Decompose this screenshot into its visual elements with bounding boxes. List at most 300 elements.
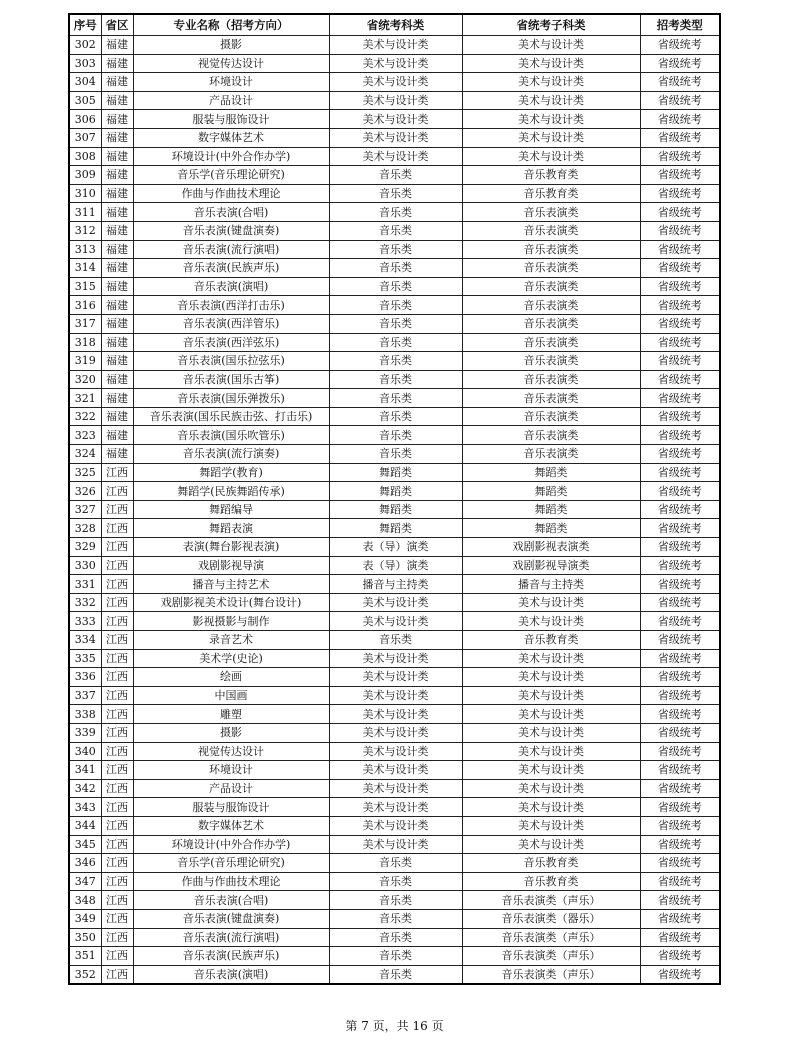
cell-subcategory: 音乐表演类（声乐） xyxy=(462,891,640,910)
cell-province: 江西 xyxy=(101,928,133,947)
cell-major: 戏剧影视美术设计(舞台设计) xyxy=(133,593,329,612)
table-header-row xyxy=(69,14,720,36)
cell-category: 美术与设计类 xyxy=(329,54,462,73)
cell-index: 321 xyxy=(69,389,101,408)
cell-major: 产品设计 xyxy=(133,91,329,110)
table-row xyxy=(69,593,720,612)
table-row xyxy=(69,705,720,724)
cell-category: 美术与设计类 xyxy=(329,649,462,668)
cell-province: 福建 xyxy=(101,54,133,73)
cell-index: 310 xyxy=(69,184,101,203)
table-row xyxy=(69,891,720,910)
cell-exam-type: 省级统考 xyxy=(640,928,720,947)
cell-index: 318 xyxy=(69,333,101,352)
cell-subcategory: 音乐表演类 xyxy=(462,333,640,352)
cell-subcategory: 美术与设计类 xyxy=(462,91,640,110)
table-row xyxy=(69,556,720,575)
cell-exam-type: 省级统考 xyxy=(640,835,720,854)
cell-exam-type: 省级统考 xyxy=(640,593,720,612)
table-row xyxy=(69,184,720,203)
cell-major: 音乐表演(国乐古筝) xyxy=(133,370,329,389)
cell-major: 环境设计 xyxy=(133,73,329,92)
cell-exam-type: 省级统考 xyxy=(640,761,720,780)
table-row xyxy=(69,110,720,129)
cell-subcategory: 戏剧影视导演类 xyxy=(462,556,640,575)
cell-category: 音乐类 xyxy=(329,277,462,296)
cell-province: 福建 xyxy=(101,73,133,92)
table-row xyxy=(69,128,720,147)
cell-subcategory: 美术与设计类 xyxy=(462,835,640,854)
cell-province: 江西 xyxy=(101,854,133,873)
cell-exam-type: 省级统考 xyxy=(640,705,720,724)
table-row xyxy=(69,835,720,854)
cell-exam-type: 省级统考 xyxy=(640,668,720,687)
cell-category: 音乐类 xyxy=(329,965,462,984)
cell-index: 338 xyxy=(69,705,101,724)
cell-province: 江西 xyxy=(101,705,133,724)
cell-index: 350 xyxy=(69,928,101,947)
cell-major: 美术学(史论) xyxy=(133,649,329,668)
cell-major: 音乐表演(西洋管乐) xyxy=(133,314,329,333)
cell-category: 音乐类 xyxy=(329,296,462,315)
cell-major: 音乐表演(西洋打击乐) xyxy=(133,296,329,315)
cell-category: 音乐类 xyxy=(329,166,462,185)
cell-index: 322 xyxy=(69,407,101,426)
cell-index: 348 xyxy=(69,891,101,910)
cell-exam-type: 省级统考 xyxy=(640,947,720,966)
cell-subcategory: 音乐表演类 xyxy=(462,352,640,371)
cell-exam-type: 省级统考 xyxy=(640,389,720,408)
table-row xyxy=(69,389,720,408)
cell-subcategory: 音乐表演类 xyxy=(462,426,640,445)
cell-index: 332 xyxy=(69,593,101,612)
cell-subcategory: 美术与设计类 xyxy=(462,73,640,92)
cell-province: 江西 xyxy=(101,891,133,910)
cell-major: 服装与服饰设计 xyxy=(133,798,329,817)
table-row xyxy=(69,816,720,835)
cell-subcategory: 美术与设计类 xyxy=(462,128,640,147)
cell-category: 音乐类 xyxy=(329,947,462,966)
cell-subcategory: 音乐表演类 xyxy=(462,314,640,333)
cell-major: 视觉传达设计 xyxy=(133,742,329,761)
cell-province: 福建 xyxy=(101,240,133,259)
table-row xyxy=(69,221,720,240)
cell-exam-type: 省级统考 xyxy=(640,649,720,668)
cell-subcategory: 播音与主持类 xyxy=(462,575,640,594)
cell-index: 308 xyxy=(69,147,101,166)
cell-category: 播音与主持类 xyxy=(329,575,462,594)
cell-major: 舞蹈学(教育) xyxy=(133,463,329,482)
table-row xyxy=(69,575,720,594)
cell-major: 视觉传达设计 xyxy=(133,54,329,73)
cell-province: 福建 xyxy=(101,221,133,240)
cell-category: 美术与设计类 xyxy=(329,128,462,147)
cell-province: 江西 xyxy=(101,500,133,519)
table-row xyxy=(69,686,720,705)
cell-index: 328 xyxy=(69,519,101,538)
cell-province: 福建 xyxy=(101,407,133,426)
table-row xyxy=(69,965,720,984)
cell-exam-type: 省级统考 xyxy=(640,407,720,426)
header-category: 省统考科类 xyxy=(329,14,462,36)
cell-exam-type: 省级统考 xyxy=(640,314,720,333)
cell-index: 336 xyxy=(69,668,101,687)
cell-exam-type: 省级统考 xyxy=(640,742,720,761)
table-row xyxy=(69,296,720,315)
cell-subcategory: 美术与设计类 xyxy=(462,36,640,55)
cell-index: 347 xyxy=(69,872,101,891)
cell-subcategory: 音乐表演类（声乐） xyxy=(462,947,640,966)
cell-exam-type: 省级统考 xyxy=(640,612,720,631)
cell-major: 数字媒体艺术 xyxy=(133,128,329,147)
cell-exam-type: 省级统考 xyxy=(640,91,720,110)
table-row xyxy=(69,779,720,798)
table-row xyxy=(69,426,720,445)
cell-major: 音乐表演(合唱) xyxy=(133,891,329,910)
cell-province: 江西 xyxy=(101,947,133,966)
cell-major: 摄影 xyxy=(133,36,329,55)
cell-province: 江西 xyxy=(101,649,133,668)
cell-major: 音乐表演(国乐民族击弦、打击乐) xyxy=(133,407,329,426)
cell-category: 美术与设计类 xyxy=(329,816,462,835)
cell-province: 江西 xyxy=(101,761,133,780)
table-row xyxy=(69,947,720,966)
cell-category: 音乐类 xyxy=(329,352,462,371)
cell-exam-type: 省级统考 xyxy=(640,240,720,259)
cell-exam-type: 省级统考 xyxy=(640,965,720,984)
cell-exam-type: 省级统考 xyxy=(640,221,720,240)
cell-category: 音乐类 xyxy=(329,407,462,426)
table-row xyxy=(69,872,720,891)
cell-category: 音乐类 xyxy=(329,333,462,352)
cell-exam-type: 省级统考 xyxy=(640,872,720,891)
cell-exam-type: 省级统考 xyxy=(640,631,720,650)
cell-province: 福建 xyxy=(101,296,133,315)
cell-exam-type: 省级统考 xyxy=(640,686,720,705)
cell-province: 福建 xyxy=(101,91,133,110)
cell-subcategory: 音乐表演类 xyxy=(462,240,640,259)
cell-subcategory: 音乐表演类（声乐） xyxy=(462,928,640,947)
cell-subcategory: 音乐教育类 xyxy=(462,166,640,185)
cell-category: 音乐类 xyxy=(329,854,462,873)
cell-index: 302 xyxy=(69,36,101,55)
cell-major: 作曲与作曲技术理论 xyxy=(133,184,329,203)
cell-category: 音乐类 xyxy=(329,314,462,333)
cell-category: 美术与设计类 xyxy=(329,835,462,854)
cell-subcategory: 戏剧影视表演类 xyxy=(462,538,640,557)
cell-index: 303 xyxy=(69,54,101,73)
page-footer: 第 7 页，共 16 页 xyxy=(345,1019,444,1033)
cell-index: 329 xyxy=(69,538,101,557)
cell-exam-type: 省级统考 xyxy=(640,798,720,817)
cell-province: 福建 xyxy=(101,445,133,464)
cell-major: 音乐表演(国乐拉弦乐) xyxy=(133,352,329,371)
cell-index: 351 xyxy=(69,947,101,966)
cell-major: 音乐学(音乐理论研究) xyxy=(133,854,329,873)
cell-subcategory: 美术与设计类 xyxy=(462,816,640,835)
table-row xyxy=(69,538,720,557)
table-row xyxy=(69,761,720,780)
cell-province: 福建 xyxy=(101,128,133,147)
cell-index: 341 xyxy=(69,761,101,780)
cell-subcategory: 美术与设计类 xyxy=(462,147,640,166)
cell-major: 舞蹈表演 xyxy=(133,519,329,538)
cell-major: 音乐表演(演唱) xyxy=(133,965,329,984)
cell-index: 346 xyxy=(69,854,101,873)
cell-major: 环境设计(中外合作办学) xyxy=(133,147,329,166)
cell-index: 335 xyxy=(69,649,101,668)
cell-subcategory: 舞蹈类 xyxy=(462,482,640,501)
cell-province: 福建 xyxy=(101,259,133,278)
cell-major: 音乐表演(键盘演奏) xyxy=(133,221,329,240)
cell-category: 舞蹈类 xyxy=(329,519,462,538)
cell-category: 美术与设计类 xyxy=(329,723,462,742)
cell-category: 音乐类 xyxy=(329,909,462,928)
table-row xyxy=(69,668,720,687)
cell-subcategory: 音乐表演类 xyxy=(462,277,640,296)
cell-major: 音乐学(音乐理论研究) xyxy=(133,166,329,185)
table-row xyxy=(69,314,720,333)
cell-category: 表（导）演类 xyxy=(329,556,462,575)
cell-major: 舞蹈编导 xyxy=(133,500,329,519)
cell-exam-type: 省级统考 xyxy=(640,147,720,166)
table-row xyxy=(69,482,720,501)
cell-index: 333 xyxy=(69,612,101,631)
cell-category: 美术与设计类 xyxy=(329,779,462,798)
cell-index: 305 xyxy=(69,91,101,110)
cell-province: 福建 xyxy=(101,426,133,445)
cell-province: 江西 xyxy=(101,482,133,501)
table-row xyxy=(69,73,720,92)
cell-province: 江西 xyxy=(101,965,133,984)
cell-index: 352 xyxy=(69,965,101,984)
cell-province: 江西 xyxy=(101,593,133,612)
cell-major: 产品设计 xyxy=(133,779,329,798)
cell-subcategory: 音乐表演类 xyxy=(462,296,640,315)
cell-index: 313 xyxy=(69,240,101,259)
cell-province: 江西 xyxy=(101,872,133,891)
cell-exam-type: 省级统考 xyxy=(640,277,720,296)
cell-exam-type: 省级统考 xyxy=(640,891,720,910)
cell-exam-type: 省级统考 xyxy=(640,816,720,835)
cell-index: 314 xyxy=(69,259,101,278)
cell-index: 331 xyxy=(69,575,101,594)
table-row xyxy=(69,277,720,296)
cell-exam-type: 省级统考 xyxy=(640,538,720,557)
cell-exam-type: 省级统考 xyxy=(640,500,720,519)
cell-exam-type: 省级统考 xyxy=(640,426,720,445)
cell-index: 327 xyxy=(69,500,101,519)
cell-subcategory: 音乐表演类（声乐） xyxy=(462,965,640,984)
cell-index: 343 xyxy=(69,798,101,817)
cell-subcategory: 音乐表演类 xyxy=(462,259,640,278)
table-row xyxy=(69,166,720,185)
table-row xyxy=(69,36,720,55)
cell-subcategory: 音乐表演类 xyxy=(462,389,640,408)
cell-index: 315 xyxy=(69,277,101,296)
cell-category: 美术与设计类 xyxy=(329,110,462,129)
cell-province: 江西 xyxy=(101,575,133,594)
cell-exam-type: 省级统考 xyxy=(640,352,720,371)
cell-major: 录音艺术 xyxy=(133,631,329,650)
cell-province: 江西 xyxy=(101,463,133,482)
cell-exam-type: 省级统考 xyxy=(640,203,720,222)
cell-subcategory: 音乐教育类 xyxy=(462,854,640,873)
cell-category: 美术与设计类 xyxy=(329,686,462,705)
cell-province: 江西 xyxy=(101,686,133,705)
cell-index: 307 xyxy=(69,128,101,147)
cell-category: 音乐类 xyxy=(329,445,462,464)
cell-subcategory: 美术与设计类 xyxy=(462,649,640,668)
cell-major: 环境设计 xyxy=(133,761,329,780)
cell-category: 音乐类 xyxy=(329,203,462,222)
cell-exam-type: 省级统考 xyxy=(640,556,720,575)
cell-major: 数字媒体艺术 xyxy=(133,816,329,835)
header-province: 省区 xyxy=(101,14,133,36)
cell-exam-type: 省级统考 xyxy=(640,463,720,482)
cell-subcategory: 音乐教育类 xyxy=(462,872,640,891)
cell-category: 音乐类 xyxy=(329,221,462,240)
table-row xyxy=(69,854,720,873)
cell-index: 306 xyxy=(69,110,101,129)
cell-category: 音乐类 xyxy=(329,631,462,650)
cell-index: 334 xyxy=(69,631,101,650)
cell-province: 江西 xyxy=(101,723,133,742)
cell-subcategory: 美术与设计类 xyxy=(462,612,640,631)
cell-category: 音乐类 xyxy=(329,928,462,947)
table-row xyxy=(69,909,720,928)
cell-province: 福建 xyxy=(101,147,133,166)
cell-subcategory: 美术与设计类 xyxy=(462,686,640,705)
table-row xyxy=(69,370,720,389)
cell-major: 音乐表演(流行演奏) xyxy=(133,445,329,464)
cell-subcategory: 音乐教育类 xyxy=(462,184,640,203)
table-row xyxy=(69,798,720,817)
cell-province: 江西 xyxy=(101,519,133,538)
cell-province: 江西 xyxy=(101,631,133,650)
header-subcategory: 省统考子科类 xyxy=(462,14,640,36)
cell-subcategory: 美术与设计类 xyxy=(462,705,640,724)
table-row xyxy=(69,500,720,519)
cell-index: 320 xyxy=(69,370,101,389)
cell-exam-type: 省级统考 xyxy=(640,296,720,315)
cell-subcategory: 美术与设计类 xyxy=(462,779,640,798)
cell-category: 美术与设计类 xyxy=(329,612,462,631)
cell-index: 339 xyxy=(69,723,101,742)
cell-exam-type: 省级统考 xyxy=(640,36,720,55)
majors-table xyxy=(68,13,721,985)
cell-category: 音乐类 xyxy=(329,389,462,408)
cell-major: 音乐表演(合唱) xyxy=(133,203,329,222)
cell-province: 江西 xyxy=(101,816,133,835)
cell-exam-type: 省级统考 xyxy=(640,110,720,129)
cell-major: 绘画 xyxy=(133,668,329,687)
cell-province: 江西 xyxy=(101,779,133,798)
table-row xyxy=(69,928,720,947)
table-row xyxy=(69,631,720,650)
cell-category: 美术与设计类 xyxy=(329,73,462,92)
cell-exam-type: 省级统考 xyxy=(640,723,720,742)
cell-exam-type: 省级统考 xyxy=(640,370,720,389)
cell-major: 音乐表演(流行演唱) xyxy=(133,240,329,259)
table-row xyxy=(69,203,720,222)
cell-major: 播音与主持艺术 xyxy=(133,575,329,594)
cell-index: 309 xyxy=(69,166,101,185)
cell-category: 美术与设计类 xyxy=(329,91,462,110)
cell-index: 312 xyxy=(69,221,101,240)
cell-subcategory: 音乐表演类 xyxy=(462,445,640,464)
cell-major: 摄影 xyxy=(133,723,329,742)
header-major: 专业名称（招考方向） xyxy=(133,14,329,36)
header-exam-type: 招考类型 xyxy=(640,14,720,36)
cell-province: 福建 xyxy=(101,110,133,129)
cell-category: 美术与设计类 xyxy=(329,147,462,166)
cell-province: 江西 xyxy=(101,668,133,687)
cell-subcategory: 音乐表演类 xyxy=(462,370,640,389)
table-row xyxy=(69,612,720,631)
cell-major: 雕塑 xyxy=(133,705,329,724)
cell-province: 福建 xyxy=(101,203,133,222)
cell-subcategory: 音乐教育类 xyxy=(462,631,640,650)
cell-category: 舞蹈类 xyxy=(329,463,462,482)
cell-category: 舞蹈类 xyxy=(329,500,462,519)
cell-category: 美术与设计类 xyxy=(329,798,462,817)
cell-subcategory: 美术与设计类 xyxy=(462,668,640,687)
cell-major: 音乐表演(民族声乐) xyxy=(133,259,329,278)
cell-subcategory: 美术与设计类 xyxy=(462,110,640,129)
cell-major: 音乐表演(国乐吹管乐) xyxy=(133,426,329,445)
cell-major: 服装与服饰设计 xyxy=(133,110,329,129)
cell-subcategory: 美术与设计类 xyxy=(462,798,640,817)
cell-exam-type: 省级统考 xyxy=(640,482,720,501)
table-row xyxy=(69,240,720,259)
cell-province: 福建 xyxy=(101,184,133,203)
cell-major: 作曲与作曲技术理论 xyxy=(133,872,329,891)
cell-category: 美术与设计类 xyxy=(329,742,462,761)
cell-index: 311 xyxy=(69,203,101,222)
table-row xyxy=(69,352,720,371)
cell-province: 江西 xyxy=(101,909,133,928)
cell-index: 325 xyxy=(69,463,101,482)
cell-category: 美术与设计类 xyxy=(329,705,462,724)
cell-province: 江西 xyxy=(101,835,133,854)
cell-exam-type: 省级统考 xyxy=(640,333,720,352)
cell-index: 337 xyxy=(69,686,101,705)
table-row xyxy=(69,519,720,538)
cell-subcategory: 美术与设计类 xyxy=(462,593,640,612)
table-row xyxy=(69,723,720,742)
cell-major: 音乐表演(流行演唱) xyxy=(133,928,329,947)
cell-index: 330 xyxy=(69,556,101,575)
cell-province: 福建 xyxy=(101,166,133,185)
cell-exam-type: 省级统考 xyxy=(640,184,720,203)
cell-exam-type: 省级统考 xyxy=(640,73,720,92)
cell-province: 江西 xyxy=(101,798,133,817)
cell-index: 345 xyxy=(69,835,101,854)
cell-province: 江西 xyxy=(101,742,133,761)
cell-category: 美术与设计类 xyxy=(329,36,462,55)
cell-province: 福建 xyxy=(101,277,133,296)
cell-category: 音乐类 xyxy=(329,184,462,203)
cell-category: 音乐类 xyxy=(329,259,462,278)
cell-exam-type: 省级统考 xyxy=(640,166,720,185)
cell-exam-type: 省级统考 xyxy=(640,259,720,278)
cell-subcategory: 舞蹈类 xyxy=(462,519,640,538)
cell-category: 美术与设计类 xyxy=(329,761,462,780)
table-row xyxy=(69,445,720,464)
cell-category: 音乐类 xyxy=(329,426,462,445)
cell-province: 江西 xyxy=(101,556,133,575)
